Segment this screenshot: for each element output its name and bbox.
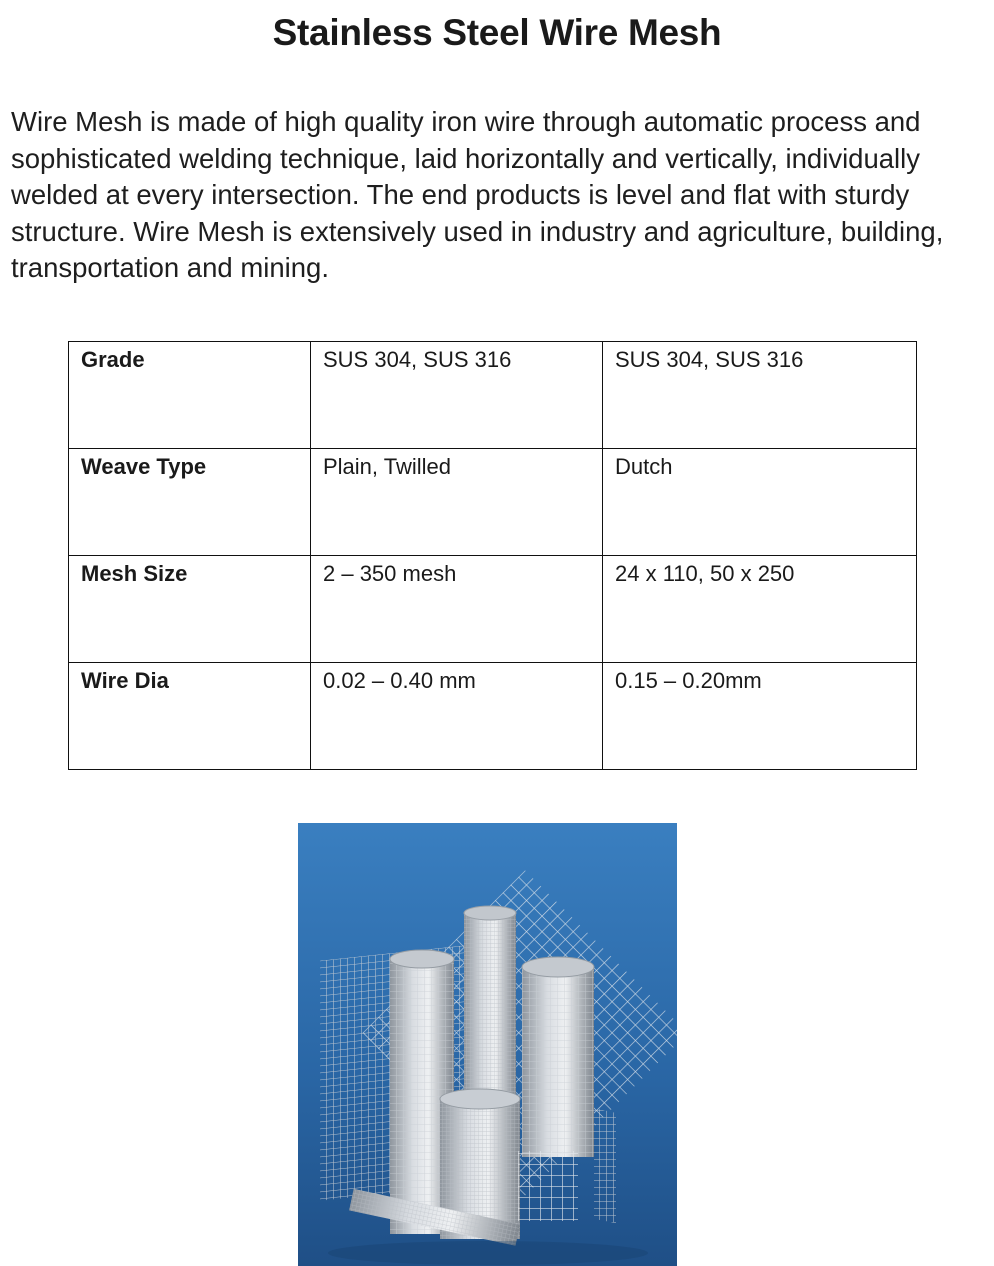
table-row — [69, 449, 917, 556]
row-label: Wire Dia — [69, 663, 311, 770]
row-label: Weave Type — [69, 449, 311, 556]
table-cell: 0.15 – 0.20mm — [603, 663, 917, 770]
table-cell: Dutch — [603, 449, 917, 556]
table-cell: SUS 304, SUS 316 — [311, 342, 603, 449]
row-label: Grade — [69, 342, 311, 449]
page-title: Stainless Steel Wire Mesh — [272, 12, 722, 53]
table-cell: 24 x 110, 50 x 250 — [603, 556, 917, 663]
intro-paragraph: Wire Mesh is made of high quality iron wire through automatic process and sophisticated welding technique, laid horizontally and vertically, individually welded at every intersection. The end products is level and flat with sturdy structure. Wire Mesh is extensively used in industry and agriculture, building, transportation and mining. — [11, 106, 944, 283]
wire-mesh-photo — [298, 823, 677, 1266]
table-row — [69, 556, 917, 663]
spec-table — [68, 341, 917, 770]
table-cell: 0.02 – 0.40 mm — [311, 663, 603, 770]
table-row — [69, 342, 917, 449]
table-cell: Plain, Twilled — [311, 449, 603, 556]
row-label: Mesh Size — [69, 556, 311, 663]
table-cell: 2 – 350 mesh — [311, 556, 603, 663]
table-cell: SUS 304, SUS 316 — [603, 342, 917, 449]
table-row — [69, 663, 917, 770]
